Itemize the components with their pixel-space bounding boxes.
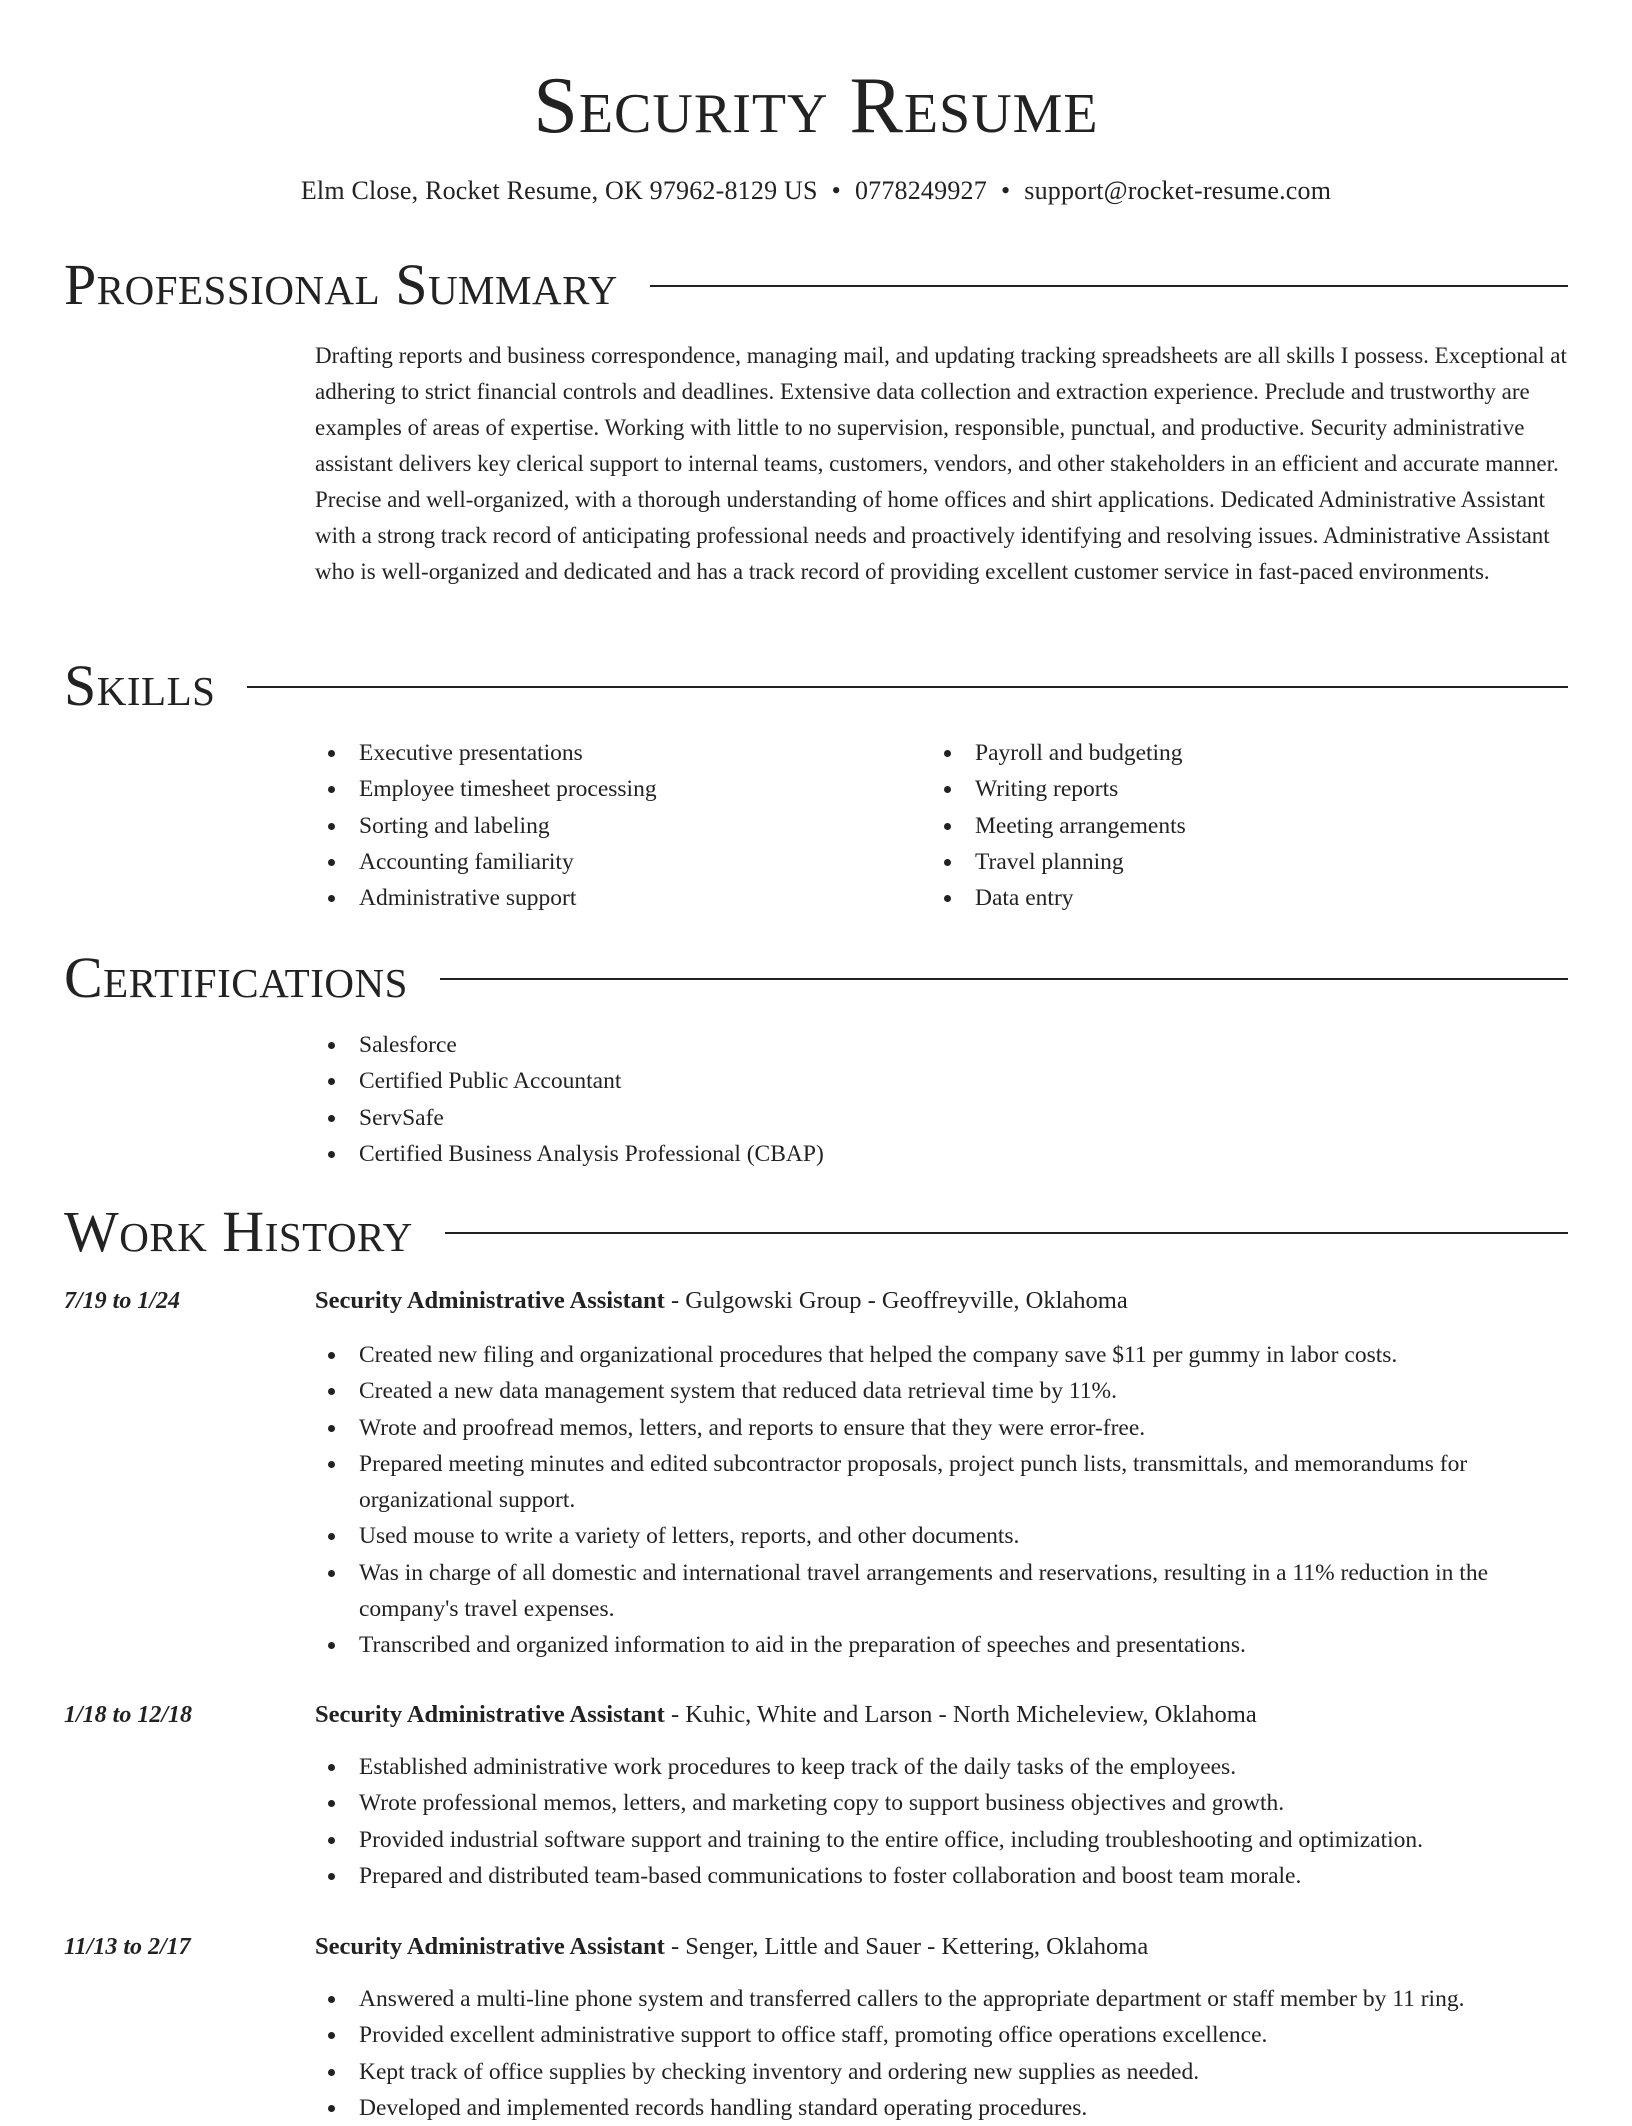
job-duties-list — [315, 1749, 1575, 1894]
section-header-work-history — [64, 1197, 1568, 1267]
skill-item: Data entry — [931, 880, 1531, 916]
contact-separator: • — [1000, 176, 1011, 205]
section-title: Work History — [64, 1199, 413, 1264]
skill-item: Employee timesheet processing — [315, 771, 915, 807]
job-duty: Provided industrial software support and training to the entire office, including troubleshooting and optimization. — [315, 1822, 1575, 1858]
section-header-skills — [64, 651, 1568, 721]
job-duty: Provided excellent administrative support to office staff, promoting office operations excellence. — [315, 2017, 1575, 2053]
contact-line — [0, 175, 1632, 207]
contact-address: Elm Close, Rocket Resume, OK 97962-8129 US — [300, 176, 818, 205]
skill-item: Travel planning — [931, 844, 1531, 880]
job-dates: 11/13 to 2/17 — [64, 1934, 191, 1960]
job-duty: Created a new data management system that reduced data retrieval time by 11%. — [315, 1373, 1575, 1409]
section-header-certifications — [64, 943, 1568, 1013]
job-employer: - Gulgowski Group - Geoffreyville, Oklahoma — [664, 1287, 1128, 1314]
job-employer: - Kuhic, White and Larson - North Micheleview, Oklahoma — [664, 1701, 1257, 1728]
job-duties-list — [315, 1981, 1575, 2126]
skill-item: Payroll and budgeting — [931, 735, 1531, 771]
job-duties-list — [315, 1337, 1575, 1664]
job-duty: Used mouse to write a variety of letters, reports, and other documents. — [315, 1518, 1575, 1554]
section-divider — [440, 978, 1568, 980]
section-divider — [650, 285, 1568, 287]
certification-item: Certified Public Accountant — [315, 1063, 1215, 1099]
contact-email: support@rocket-resume.com — [1024, 176, 1332, 205]
resume-title: Security Resume — [533, 62, 1099, 150]
section-title: Skills — [64, 653, 216, 718]
skill-item: Sorting and labeling — [315, 808, 915, 844]
section-divider — [247, 686, 1568, 688]
job-duty: Answered a multi-line phone system and transferred callers to the appropriate department or staff member by 11 ring. — [315, 1981, 1575, 2017]
skill-item: Meeting arrangements — [931, 808, 1531, 844]
section-title: Professional Summary — [64, 252, 618, 317]
section-title: Certifications — [64, 945, 408, 1010]
job-duty: Prepared and distributed team-based communications to foster collaboration and boost team morale. — [315, 1858, 1575, 1894]
job-title: Security Administrative Assistant — [315, 1933, 665, 1960]
certification-item: Salesforce — [315, 1027, 1215, 1063]
job-employer: - Senger, Little and Sauer - Kettering, Oklahoma — [664, 1933, 1149, 1960]
job-title: Security Administrative Assistant — [315, 1287, 665, 1314]
job-duty: Kept track of office supplies by checking inventory and ordering new supplies as needed. — [315, 2054, 1575, 2090]
contact-phone: 0778249927 — [854, 176, 987, 205]
job-duty: Wrote professional memos, letters, and marketing copy to support business objectives and growth. — [315, 1785, 1575, 1821]
skills-list-left — [315, 735, 915, 916]
skills-list-right — [931, 735, 1531, 916]
certification-item: ServSafe — [315, 1100, 1215, 1136]
job-duty: Created new filing and organizational procedures that helped the company save $11 per gummy in labor costs. — [315, 1337, 1575, 1373]
job-heading — [315, 1283, 1575, 1319]
contact-separator: • — [831, 176, 841, 205]
skill-item: Writing reports — [931, 771, 1531, 807]
job-duty: Established administrative work procedures to keep track of the daily tasks of the employees. — [315, 1749, 1575, 1785]
job-heading — [315, 1929, 1575, 1965]
skill-item: Accounting familiarity — [315, 844, 915, 880]
job-dates: 7/19 to 1/24 — [64, 1288, 181, 1314]
section-divider — [445, 1232, 1568, 1234]
certifications-list — [315, 1027, 1215, 1172]
job-dates: 1/18 to 12/18 — [64, 1702, 193, 1728]
skill-item: Administrative support — [315, 880, 915, 916]
job-title: Security Administrative Assistant — [315, 1701, 665, 1728]
section-header-summary — [64, 250, 1568, 320]
job-duty: Developed and implemented records handling standard operating procedures. — [315, 2090, 1575, 2126]
job-duty: Wrote and proofread memos, letters, and reports to ensure that they were error-free. — [315, 1410, 1575, 1446]
job-duty: Prepared meeting minutes and edited subcontractor proposals, project punch lists, transmittals, and memorandums for organizational support. — [315, 1446, 1575, 1519]
skill-item: Executive presentations — [315, 735, 915, 771]
job-heading — [315, 1697, 1575, 1733]
certification-item: Certified Business Analysis Professional (CBAP) — [315, 1136, 1215, 1172]
job-duty: Transcribed and organized information to aid in the preparation of speeches and presentations. — [315, 1627, 1575, 1663]
job-duty: Was in charge of all domestic and international travel arrangements and reservations, resulting in a 11% reduction in the company's travel expenses. — [315, 1555, 1575, 1628]
summary-text: Drafting reports and business correspondence, managing mail, and updating tracking spreadsheets are all skills I possess. Exceptional at adhering to strict financial controls and deadlines. Extensive data collection and extraction experience. Preclude and trustworthy are examples of areas of expertise. Working with little to no supervision, responsible, punctual, and productive. Security administrative assistant delivers key clerical support to internal teams, customers, vendors, and other stakeholders in an efficient and accurate manner. Precise and well-organized, with a thorough understanding of home offices and shirt applications. Dedicated Administrative Assistant with a strong track record of anticipating professional needs and proactively identifying and resolving issues. Administrative Assistant who is well-organized and dedicated and has a track record of providing excellent customer service in fast-paced environments. — [315, 343, 1567, 584]
